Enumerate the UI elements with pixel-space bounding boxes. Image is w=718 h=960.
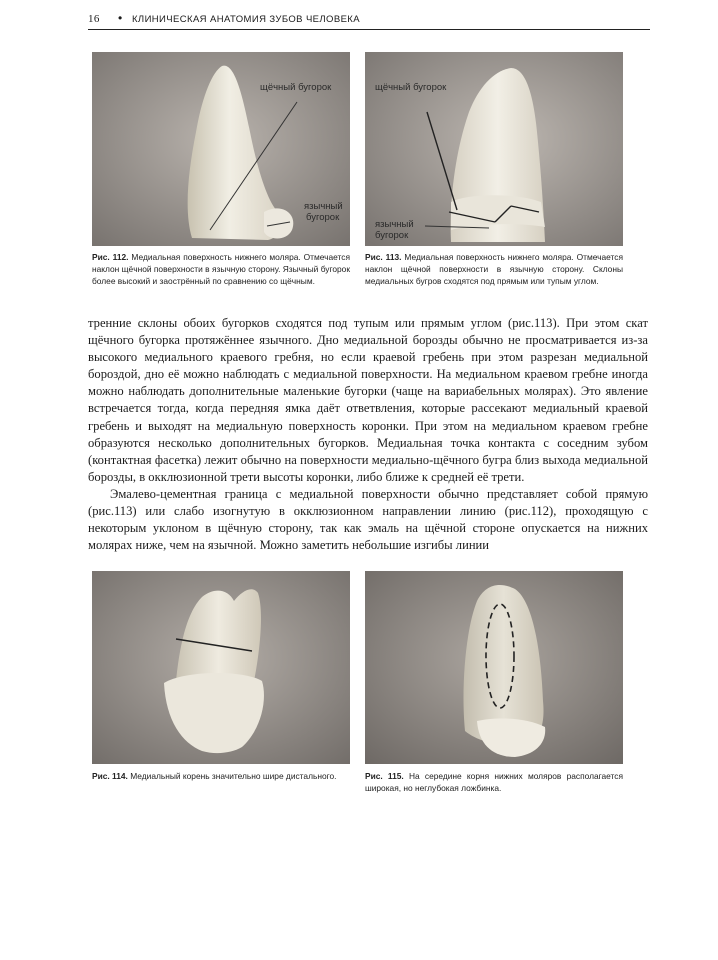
figure-115-number: Рис. 115. xyxy=(365,771,404,781)
figure-113-number: Рис. 113. xyxy=(365,252,402,262)
figure-113-caption xyxy=(365,252,623,287)
label-buccal-cusp-113: щёчный бугорок xyxy=(375,82,447,93)
figure-112-caption-text: Медиальная поверхность нижнего моляра. Отмечается наклон щёчной поверхности в язычную сторону. Язычный бугорок более высокий и заострённый по сравнению со щёчным. xyxy=(92,252,350,286)
figure-115-photo xyxy=(365,571,623,764)
figure-114-caption xyxy=(92,771,350,783)
figure-115-caption-text: На середине корня нижних моляров располагается широкая, но неглубокая ложбинка. xyxy=(365,771,623,793)
running-title: КЛИНИЧЕСКАЯ АНАТОМИЯ ЗУБОВ ЧЕЛОВЕКА xyxy=(132,14,360,25)
label-buccal-cusp-112: щёчный бугорок xyxy=(260,82,332,93)
page-number: 16 xyxy=(88,13,100,25)
figure-112-number: Рис. 112. xyxy=(92,252,129,262)
label-lingual-cusp-112-line1: язычный xyxy=(304,201,343,212)
figure-114-caption-text: Медиальный корень значительно шире дистального. xyxy=(127,771,337,781)
figure-114-photo xyxy=(92,571,350,764)
figure-113-photo xyxy=(365,52,623,246)
label-lingual-cusp-113-line2: бугорок xyxy=(375,230,409,241)
figure-114-number: Рис. 114. xyxy=(92,771,128,781)
body-paragraph-2: Эмалево-цементная граница с медиальной поверхности обычно представляет собой прямую (рис.113) или слабо изогнутую в окклюзионном направлении линию (рис.112), проходящую с некоторым уклоном в щёчную сторону, так как эмаль на щёчной стороне опускается на нижних молярах ниже, чем на язычной. Можно заметить небольшие изгибы линии xyxy=(88,486,648,553)
tooth-photo-114 xyxy=(92,571,350,764)
tooth-photo-115 xyxy=(365,571,623,764)
header-separator: • xyxy=(118,11,123,25)
label-lingual-cusp-112-line2: бугорок xyxy=(306,212,340,223)
running-header xyxy=(88,11,648,29)
figure-113-caption-text: Медиальная поверхность нижнего моляра. Отмечается наклон щёчной поверхности в язычную сторону. Склоны медиальных бугров сходятся под прямым или тупым углом. xyxy=(365,252,623,286)
figure-115-caption xyxy=(365,771,623,795)
figure-112-caption xyxy=(92,252,350,287)
label-lingual-cusp-113-line1: язычный xyxy=(375,219,414,230)
body-paragraph-1: тренние склоны обоих бугорков сходятся под тупым или прямым углом (рис.113). При этом скат щёчного бугорка протяжённее язычного. Дно медиальной борозды обычно не просматривается из-за высокого медиального краевого гребня, но если краевой гребень при этом разрезан медиальной бороздой, дно её можно наблюдать с медиальной поверхности. На медиальном краевом гребне иногда можно наблюдать дополнительные маленькие бугорки (чаще на вариабельных молярах). Это явление встречается тогда, когда передняя ямка даёт ответвления, которые рассекают медиальный краевой гребень и выходят на медиальную поверхность коронки. При этом на медиальном краевом гребне образуются несколько дополнительных бугорков. Медиальная точка контакта с соседним зубом (контактная фасетка) лежит обычно на поверхности медиально-щёчного бугра близ выхода медиальной борозды, в окклюзионной трети высоты коронки, либо ближе к средней её трети. xyxy=(88,316,648,484)
header-rule xyxy=(88,29,650,30)
body-text xyxy=(88,315,648,554)
figure-112-photo xyxy=(92,52,350,246)
